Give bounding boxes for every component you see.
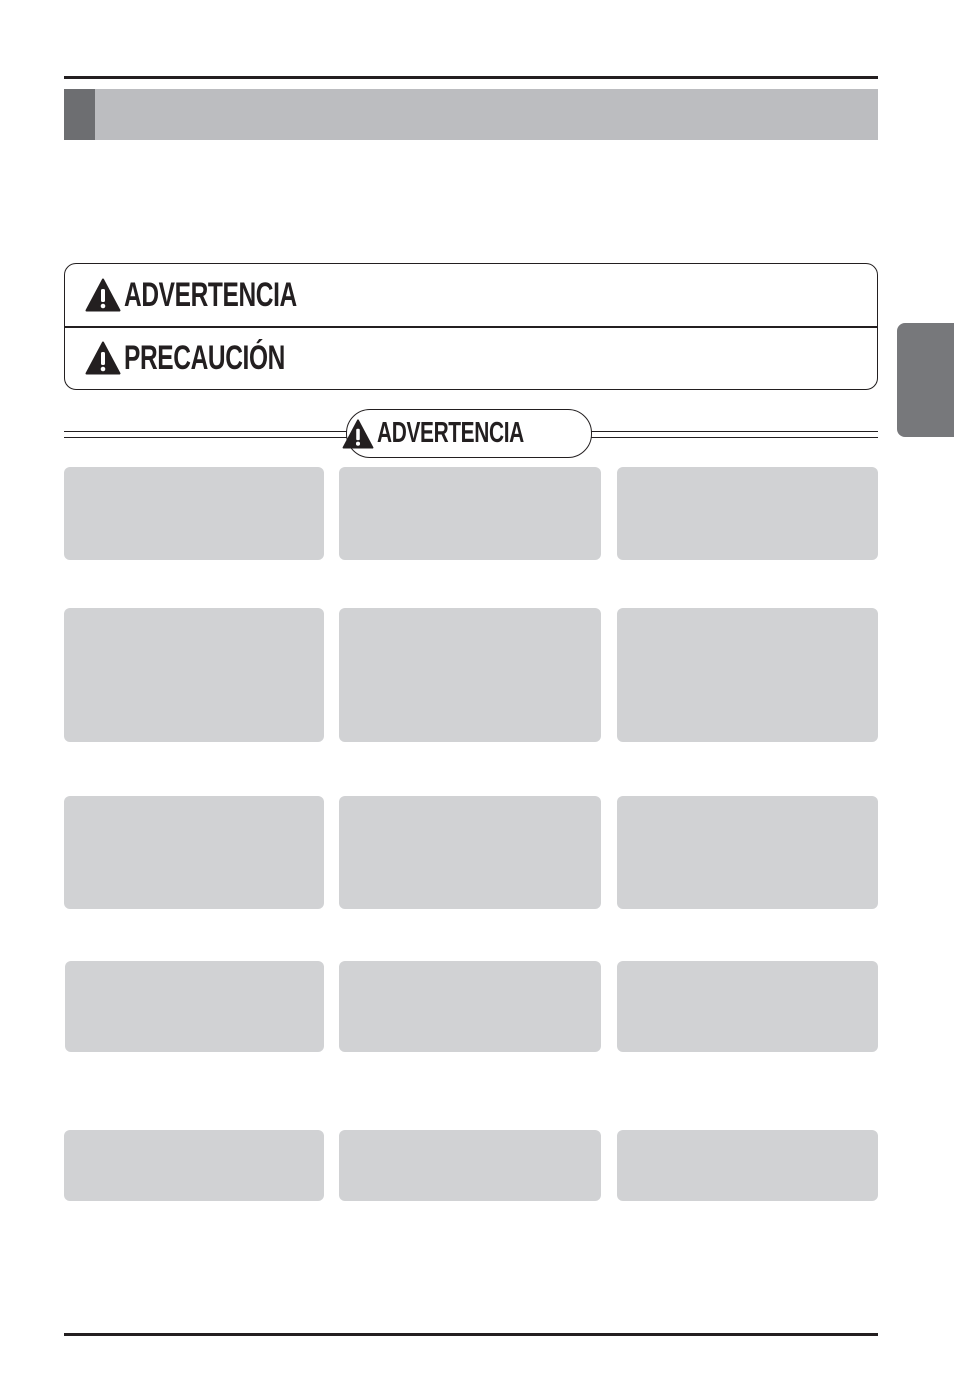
chapter-side-tab — [897, 323, 954, 437]
legend-warning-label: ADVERTENCIA — [124, 275, 297, 314]
legend-caution-label: PRECAUCIÓN — [124, 338, 285, 377]
illustration-card — [617, 467, 878, 560]
illustration-card — [339, 796, 601, 909]
warning-icon — [85, 278, 121, 312]
heading-double-line-left — [64, 431, 347, 438]
heading-double-line-right — [591, 431, 878, 438]
illustration-card — [64, 467, 324, 560]
illustration-card — [64, 1130, 324, 1201]
section-header-marker — [64, 89, 95, 140]
illustration-card — [339, 608, 601, 742]
warning-section-heading — [346, 409, 592, 458]
illustration-card — [64, 608, 324, 742]
symbol-legend-box — [64, 263, 878, 390]
illustration-card — [617, 961, 878, 1052]
illustration-card — [64, 796, 324, 909]
bottom-rule — [64, 1333, 878, 1336]
illustration-card — [339, 1130, 601, 1201]
top-rule — [64, 76, 878, 79]
illustration-card — [617, 1130, 878, 1201]
warning-icon — [342, 419, 374, 449]
illustration-card — [617, 608, 878, 742]
legend-row-caution — [65, 327, 877, 389]
caution-icon — [85, 341, 121, 375]
section-header-bar — [64, 89, 878, 140]
illustration-card — [339, 961, 601, 1052]
illustration-card — [65, 961, 324, 1052]
legend-row-warning — [65, 264, 877, 326]
section-heading-label: ADVERTENCIA — [376, 417, 524, 449]
illustration-card — [339, 467, 601, 560]
illustration-card — [617, 796, 878, 909]
